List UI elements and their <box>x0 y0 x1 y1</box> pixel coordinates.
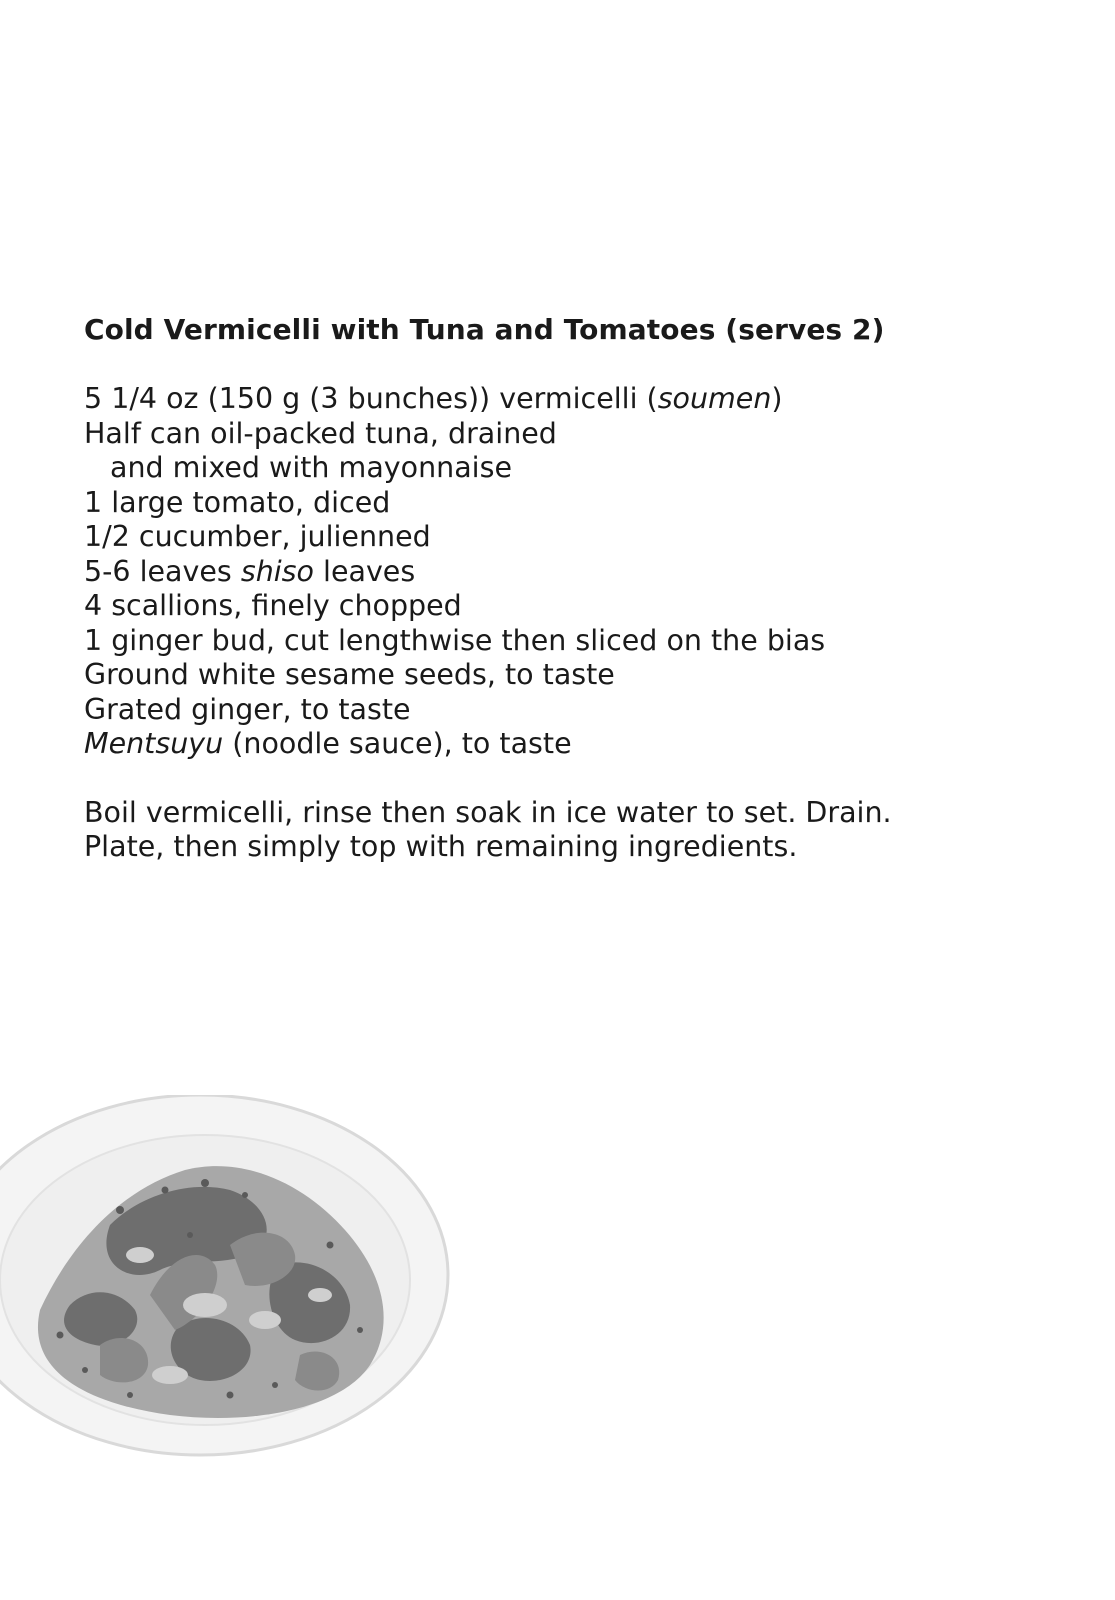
ingredient-item-continuation: and mixed with mayonnaise <box>110 451 512 484</box>
ingredient-item: 1 large tomato, diced <box>84 485 391 519</box>
ingredient-text: 5-6 leaves <box>84 554 241 588</box>
ingredient-text: 5 1/4 oz (150 g (3 bunches)) vermicelli ( <box>84 382 658 415</box>
method-line: Boil vermicelli, rinse then soak in ice water to set. Drain. <box>84 795 892 829</box>
ingredient-item <box>84 727 1044 762</box>
ingredient-emphasis: soumen <box>657 382 772 415</box>
ingredient-item <box>84 382 1044 417</box>
ingredient-item: Ground white sesame seeds, to taste <box>84 658 615 691</box>
ingredient-item: Grated ginger, to taste <box>84 692 411 726</box>
ingredient-item: Half can oil-packed tuna, drained <box>84 416 557 450</box>
dish-photo <box>0 1095 460 1465</box>
ingredient-item: 4 scallions, finely chopped <box>84 589 462 622</box>
ingredient-list <box>84 382 1044 762</box>
ingredient-emphasis: Mentsuyu <box>84 727 224 760</box>
ingredient-text: (noodle sauce), to taste <box>223 727 572 760</box>
ingredient-item: 1/2 cucumber, julienned <box>84 520 431 553</box>
recipe <box>84 312 1044 865</box>
ingredient-item: 1 ginger bud, cut lengthwise then sliced on the bias <box>84 623 826 657</box>
ingredient-text: ) <box>771 382 783 415</box>
method-text <box>84 796 1044 865</box>
method-line: Plate, then simply top with remaining ingredients. <box>84 830 798 863</box>
ingredient-text: leaves <box>313 554 416 588</box>
ingredient-emphasis: shiso <box>240 554 314 588</box>
recipe-title: Cold Vermicelli with Tuna and Tomatoes (serves 2) <box>84 313 885 346</box>
ingredient-item <box>84 555 1044 590</box>
